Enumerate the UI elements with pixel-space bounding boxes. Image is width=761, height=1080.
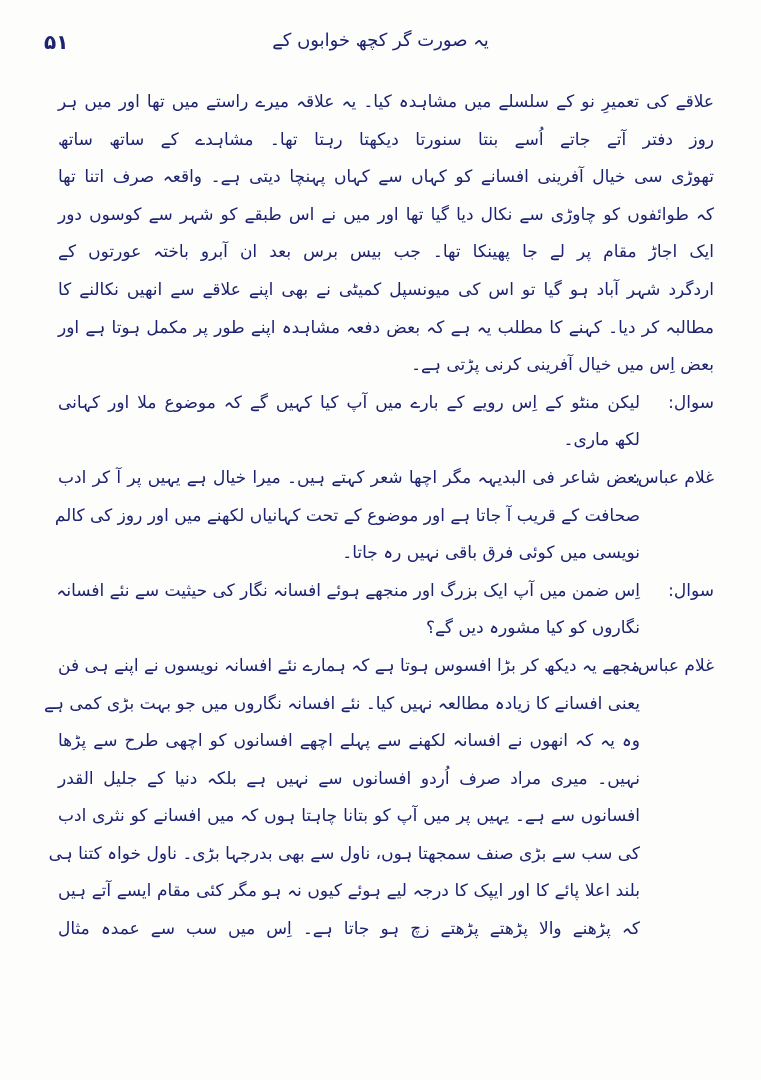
running-title: یہ صورت گر کچھ خوابوں کے	[272, 30, 489, 51]
text-line: اردگرد شہر آباد ہو گیا تو اس کی میونسپل کمیٹی نے بھی اپنے علاقے سے انھیں نکالنے کا	[58, 279, 714, 300]
speaker-label-question: سوال:	[668, 392, 714, 413]
speaker-label-answer: غلام عباس:	[632, 655, 714, 676]
page-number: ۵۱	[44, 30, 69, 54]
text-line: بعض شاعر فی البدیہہ مگر اچھا شعر کہتے ہیں۔ میرا خیال ہے یہیں پر آ کر ادب	[58, 467, 640, 488]
text-line: علاقے کی تعمیرِ نو کے سلسلے میں مشاہدہ کیا۔ یہ علاقہ میرے راستے میں تھا اور میں ہر	[58, 92, 714, 112]
speaker-label-question: سوال:	[668, 580, 714, 601]
text-line: صحافت کے قریب آ جاتا ہے اور موضوع کے تحت کہانیاں لکھنے میں اور روز کی کالم	[54, 505, 640, 526]
text-line: بلند اعلا پائے کا اور ایپک کا درجہ لیے ہوئے کیوں نہ ہو مگر کئی مقام ایسے آتے ہیں	[58, 881, 640, 902]
question-paragraph	[58, 385, 714, 460]
speaker-label-answer: غلام عباس:	[632, 467, 714, 488]
answer-paragraph	[44, 648, 714, 949]
text-line: نگاروں کو کیا مشورہ دیں گے؟	[425, 618, 640, 639]
text-line: کہ طوائفوں کو چاوڑی سے نکال دیا گیا تھا اور میں نے اس طبقے کو شہر سے کوسوں دور	[58, 204, 714, 225]
text-line: ایک اجاڑ مقام پر لے جا پھینکا تھا۔ جب بیس برس بعد ان آبرو باختہ عورتوں کے	[58, 242, 714, 263]
text-line: لیکن منٹو کے اِس رویے کے بارے میں آپ کیا کہیں گے کہ موضوع ملا اور کہانی	[58, 392, 640, 413]
text-line: افسانوں سے ہے۔ یہیں پر میں آپ کو بتانا چاہتا ہوں کہ میں افسانے کو نثری ادب	[58, 806, 640, 827]
text-line: مطالبہ کر دیا۔ کہنے کا مطلب یہ ہے کہ بعض دفعہ مشاہدہ اپنے طور پر مکمل ہوتا ہے اور	[58, 317, 714, 338]
paragraph-narrative	[58, 84, 714, 385]
text-line: نویسی میں کوئی فرق باقی نہیں رہ جاتا۔	[342, 543, 640, 564]
text-line: روز دفتر آتے جاتے اُسے بنتا سنورتا دیکھتا رہتا تھا۔ مشاہدے کے ساتھ ساتھ	[58, 129, 714, 150]
page-body	[44, 84, 714, 949]
text-line: اِس ضمن میں آپ ایک بزرگ اور منجھے ہوئے افسانہ نگار کی حیثیت سے نئے افسانہ	[56, 580, 640, 601]
text-line: وہ یہ کہ انھوں نے افسانہ لکھنے سے پہلے اچھے افسانوں کو اچھی طرح سے پڑھا	[58, 731, 640, 752]
text-line: لکھ ماری۔	[563, 430, 640, 451]
text-line: یعنی افسانے کا زیادہ مطالعہ نہیں کیا۔ نئے افسانہ نگاروں میں جو بہت بڑی کمی ہے	[44, 693, 640, 714]
text-line: کی سب سے بڑی صنف سمجھتا ہوں، ناول سے بھی بدرجہا بڑی۔ ناول خواہ کتنا ہی	[48, 843, 640, 864]
text-line: تھوڑی سی خیال آفرینی افسانے کو کہاں سے کہاں پہنچا دیتی ہے۔ واقعہ صرف اتنا تھا	[58, 167, 714, 188]
question-paragraph	[58, 573, 714, 648]
text-line: بعض اِس میں خیال آفرینی کرنی پڑتی ہے۔	[411, 355, 714, 376]
text-line: کہ پڑھنے والا پڑھتے پڑھتے زچ ہو جاتا ہے۔ اِس میں سب سے عمدہ مثال	[58, 919, 640, 940]
text-line: مجھے یہ دیکھ کر بڑا افسوس ہوتا ہے کہ ہمارے نئے افسانہ نویسوں نے اپنے ہی فن	[58, 655, 640, 676]
answer-paragraph	[54, 460, 714, 573]
text-line: نہیں۔ میری مراد صرف اُردو افسانوں سے نہیں ہے بلکہ دنیا کے جلیل القدر	[58, 768, 640, 789]
